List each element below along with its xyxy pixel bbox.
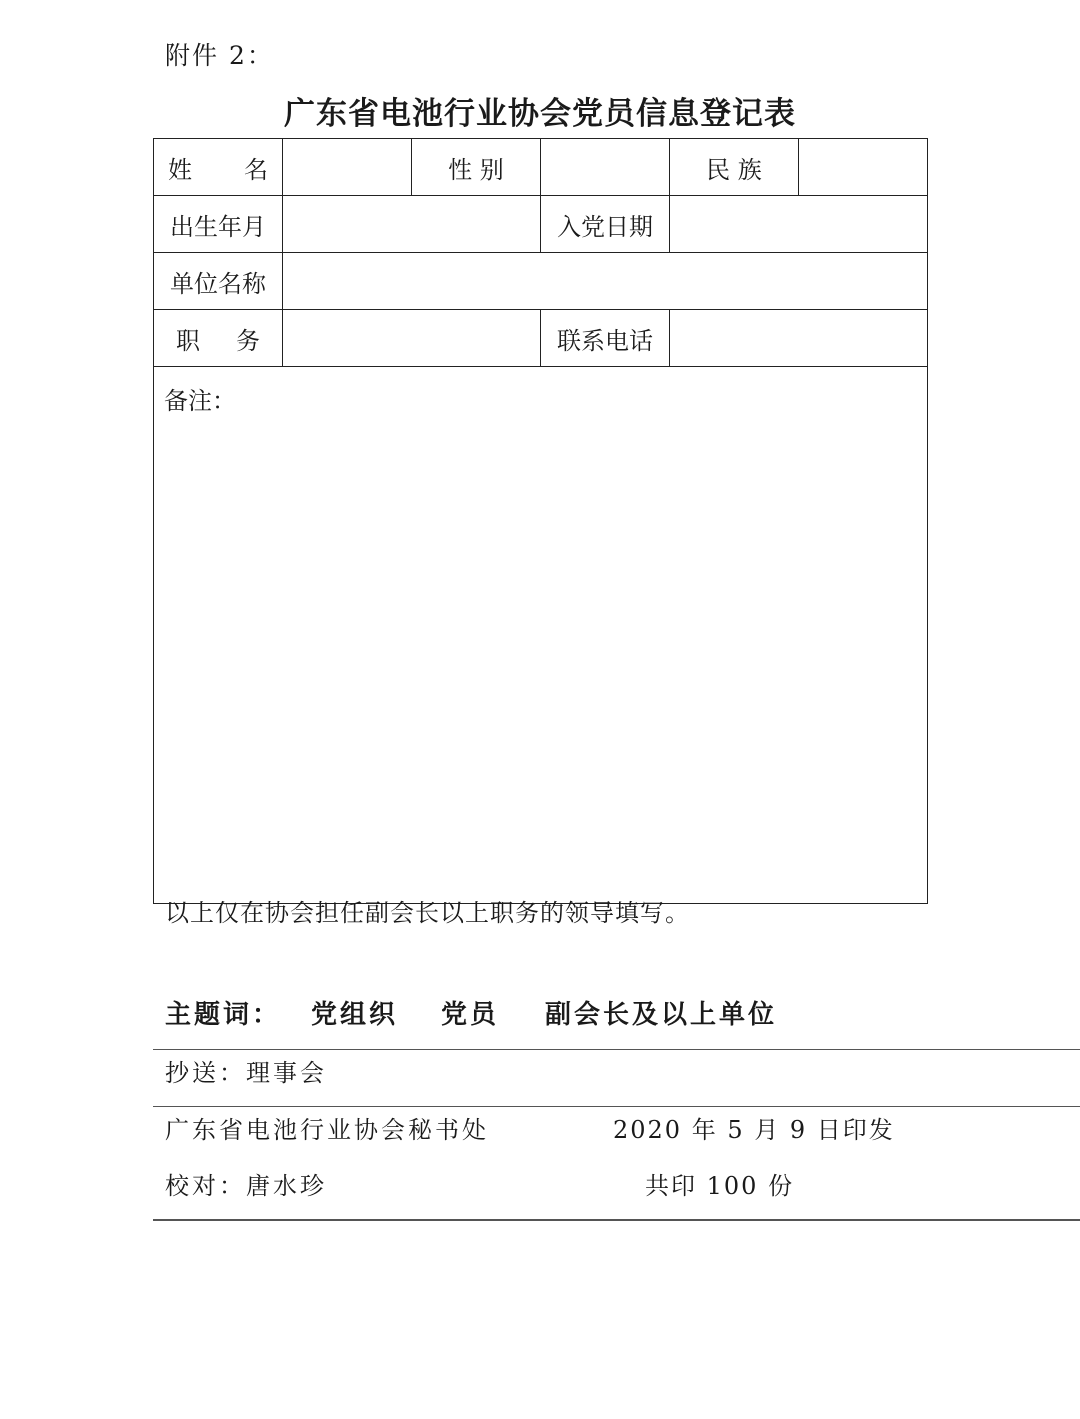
attachment-label: 附件 2： (165, 41, 274, 70)
join-date-label: 入党日期 (541, 196, 670, 253)
fill-instruction: 以上仅在协会担任副会长以上职务的领导填写。 (165, 899, 690, 927)
issuer-name: 广东省电池行业协会秘书处 (165, 1116, 489, 1144)
notes-label: 备注： (164, 387, 236, 415)
divider-line (153, 1049, 1080, 1050)
unit-field[interactable] (283, 253, 928, 310)
birth-field[interactable] (283, 196, 541, 253)
divider-line (153, 1106, 1080, 1107)
copies-count: 共印 100 份 (645, 1172, 795, 1200)
document-title: 广东省电池行业协会党员信息登记表 (284, 96, 796, 132)
keyword-item: 党员 (441, 1000, 500, 1030)
form-row-dates (154, 196, 928, 253)
unit-label: 单位名称 (154, 253, 283, 310)
registration-form-table (153, 138, 928, 904)
cc-line: 抄送：理事会 (165, 1059, 327, 1087)
birth-label: 出生年月 (154, 196, 283, 253)
keyword-item: 党组织 (311, 1000, 399, 1030)
proofreader: 校对：唐水珍 (165, 1172, 327, 1200)
gender-label: 性 别 (412, 139, 541, 196)
form-row-unit (154, 253, 928, 310)
ethnicity-field[interactable] (799, 139, 928, 196)
divider-line (153, 1219, 1080, 1221)
keyword-item: 副会长及以上单位 (545, 1000, 778, 1030)
gender-field[interactable] (541, 139, 670, 196)
position-label: 职务 (154, 310, 283, 367)
phone-label: 联系电话 (541, 310, 670, 367)
form-row-position (154, 310, 928, 367)
keywords-label: 主题词： (165, 1000, 282, 1030)
notes-field[interactable] (154, 367, 928, 904)
name-field[interactable] (283, 139, 412, 196)
phone-field[interactable] (670, 310, 928, 367)
issue-date: 2020 年 5 月 9 日印发 (613, 1116, 895, 1144)
join-date-field[interactable] (670, 196, 928, 253)
position-field[interactable] (283, 310, 541, 367)
keywords-line (165, 994, 777, 1031)
form-row-notes (154, 367, 928, 904)
ethnicity-label: 民 族 (670, 139, 799, 196)
name-label: 姓名 (154, 139, 283, 196)
form-row-basic (154, 139, 928, 196)
